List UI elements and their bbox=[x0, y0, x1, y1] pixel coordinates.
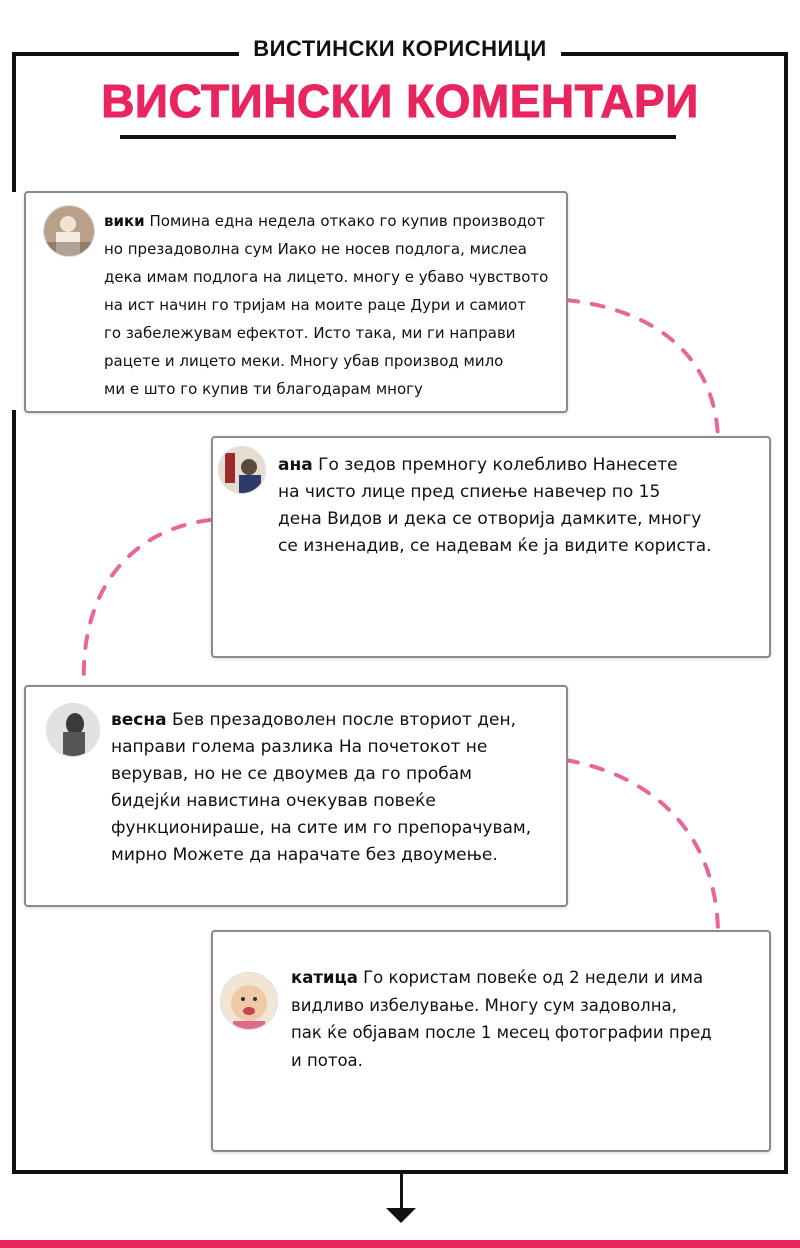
commenter-name: весна bbox=[111, 710, 167, 730]
comment-text-vesna bbox=[111, 707, 561, 869]
comment-line: Го користам повеќе од 2 недели и има bbox=[363, 968, 704, 987]
avatar-ana bbox=[218, 446, 266, 494]
commenter-name: ана bbox=[278, 455, 313, 475]
comment-card-viki bbox=[24, 191, 568, 413]
comment-line: на ист начин го тријам на моите раце Дури и самиот bbox=[104, 296, 526, 314]
comment-line: пак ќе објавам после 1 месец фотографии пред bbox=[291, 1023, 712, 1042]
comment-line: го забележувам ефектот. Исто така, ми ги направи bbox=[104, 324, 516, 342]
comment-line: функционираше, на сите им го препорачувам, bbox=[111, 818, 532, 838]
comment-text-katica bbox=[291, 964, 761, 1074]
comment-line: Бев презадоволен после вториот ден, bbox=[172, 710, 516, 730]
header-title: ВИСТИНСКИ КОМЕНТАРИ bbox=[101, 75, 699, 127]
comment-text-viki bbox=[104, 207, 559, 403]
connector-2 bbox=[84, 520, 210, 686]
comment-card-vesna bbox=[24, 685, 568, 907]
avatar-vesna bbox=[46, 703, 100, 757]
comment-line: ми е што го купив ти благодарам многу bbox=[104, 380, 423, 398]
avatar-katica bbox=[220, 972, 278, 1030]
comment-line: се изненадив, се надевам ќе ја видите користа. bbox=[278, 536, 712, 556]
header-subtitle: ВИСТИНСКИ КОРИСНИЦИ bbox=[0, 36, 800, 62]
comment-line: дека имам подлога на лицето. многу е убаво чувството bbox=[104, 268, 549, 286]
frame-right bbox=[784, 52, 788, 1174]
comment-line: верував, но не се двоумев да го пробам bbox=[111, 764, 472, 784]
comment-line: видливо избелување. Многу сум задоволна, bbox=[291, 995, 677, 1015]
comment-line: и потоа. bbox=[291, 1050, 363, 1070]
comment-line: направи голема разлика На почетокот не bbox=[111, 737, 488, 757]
comment-line: бидејќи навистина очекував повеќе bbox=[111, 791, 436, 811]
comment-text-ana bbox=[278, 452, 763, 560]
comment-card-katica bbox=[211, 930, 771, 1152]
comment-line: Го зедов премногу колебливо Нанесете bbox=[318, 455, 678, 475]
comment-line: Помина една недела откако го купив производот bbox=[149, 212, 545, 230]
avatar-viki bbox=[43, 205, 95, 257]
comment-line: мирно Можете да нарачате без двоумење. bbox=[111, 845, 498, 865]
connector-1 bbox=[566, 300, 718, 438]
title-underline bbox=[120, 135, 676, 139]
comment-line: но презадоволна сум Иако не носев подлога, мислеа bbox=[104, 240, 527, 258]
comment-card-ana bbox=[211, 436, 771, 658]
bottom-accent-bar bbox=[0, 1240, 800, 1248]
comment-line: на чисто лице пред спиење навечер по 15 bbox=[278, 482, 661, 502]
arrow-down-icon bbox=[386, 1208, 416, 1224]
commenter-name: катица bbox=[291, 968, 358, 987]
frame-left-lower bbox=[12, 410, 16, 1174]
commenter-name: вики bbox=[104, 212, 145, 230]
comment-line: дена Видов и дека се отворија дамките, многу bbox=[278, 509, 702, 529]
connector-3 bbox=[566, 760, 718, 930]
comment-line: рацете и лицето меки. Многу убав производ мило bbox=[104, 352, 504, 370]
